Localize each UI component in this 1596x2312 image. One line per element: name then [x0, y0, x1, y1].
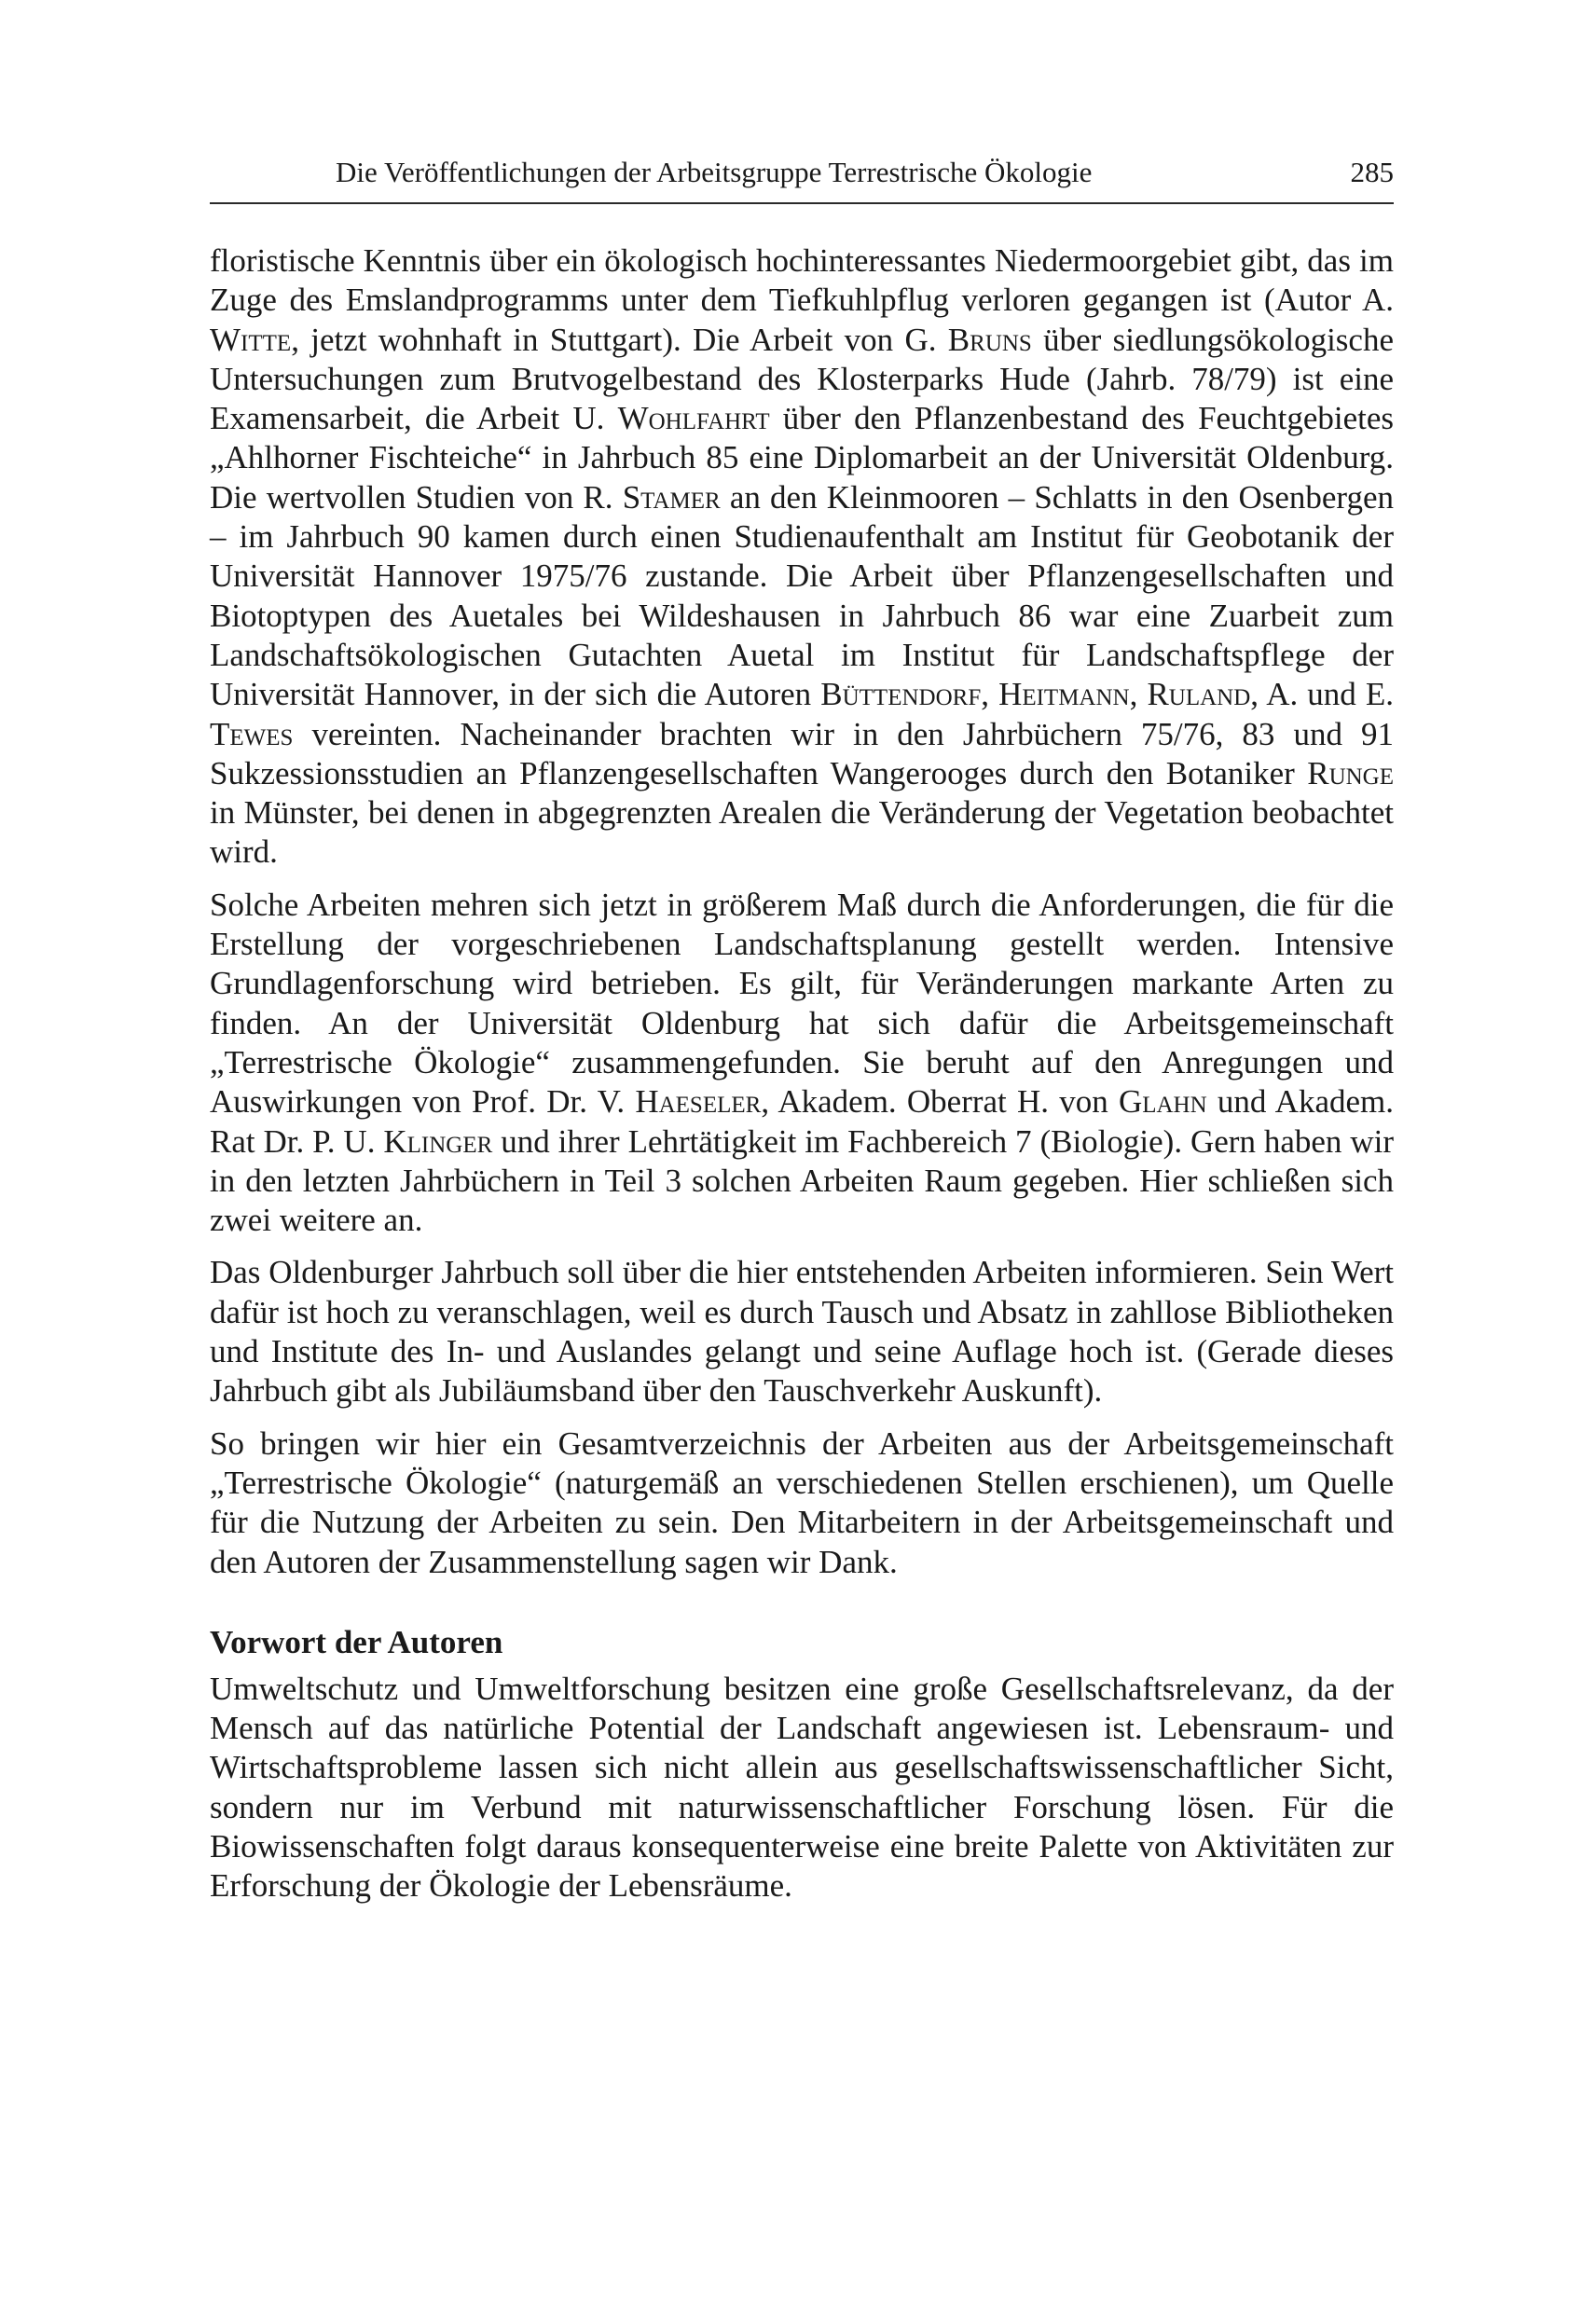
text-run: und ihrer Lehrtätigkeit im Fachbereich 7 (Biologie). Gern haben wir in den letzten Jahrbüchern in Teil 3 solchen Arbeiten Raum gegeben. Hier schließen sich zwei weitere an. — [210, 1122, 1394, 1239]
author-name: Stamer — [622, 478, 721, 516]
author-name: Büttendorf — [820, 676, 982, 713]
author-name: Wohlfahrt — [617, 400, 770, 437]
author-name: Haeseler — [635, 1083, 762, 1121]
text-run: , jetzt wohnhaft in Stuttgart). Die Arbeit von G. — [291, 321, 948, 358]
page-number: 285 — [1350, 156, 1394, 188]
paragraph-1 — [210, 241, 1394, 873]
author-name: Witte — [210, 321, 292, 358]
page — [210, 154, 1394, 1920]
paragraph-4: So bringen wir hier ein Gesamtverzeichnis der Arbeiten aus der Arbeitsgemeinschaft „Terrestrische Ökologie“ (naturgemäß an verschiedenen Stellen erschienen), um Quelle für die Nutzung der Arbeiten zu sein. Den Mitarbeitern in der Arbeitsgemeinschaft und den Autoren der Zusammenstellung sagen wir Dank. — [210, 1424, 1394, 1580]
author-name: Bruns — [947, 321, 1032, 358]
running-header — [210, 154, 1394, 204]
author-name: Glahn — [1118, 1083, 1207, 1121]
section-heading: Vorwort der Autoren — [210, 1623, 503, 1660]
text-run: , Akadem. Oberrat H. von — [761, 1083, 1119, 1121]
text-run: in Münster, bei denen in abgegrenzten Arealen die Veränderung der Vegetation beobachtet wird. — [210, 794, 1394, 871]
paragraph-3: Das Oldenburger Jahrbuch soll über die hier entstehenden Arbeiten informieren. Sein Wert dafür ist hoch zu veranschlagen, weil es durch Tausch und Absatz in zahllose Bibliotheken und Institute des In- und Auslandes gelangt und seine Auflage hoch ist. (Gerade dieses Jahrbuch gibt als Jubiläumsband über den Tauschverkehr Auskunft). — [210, 1254, 1394, 1410]
text-run: , — [981, 676, 999, 713]
text-run: und Akadem. Rat Dr. P. U. — [210, 1083, 1394, 1160]
text-run: über siedlungsökologische Untersuchungen zum Brutvogelbestand des Klosterparks Hude (Jahrb. 78/79) ist eine Examensarbeit, die Arbeit U. — [210, 321, 1394, 437]
author-name: Heitmann — [998, 676, 1130, 713]
paragraph-2 — [210, 886, 1394, 1241]
author-name: Ruland — [1147, 676, 1251, 713]
paragraph-5: Umweltschutz und Umweltforschung besitzen eine große Gesellschaftsrelevanz, da der Mensch auf das natürliche Potential der Landschaft angewiesen ist. Lebensraum- und Wirtschaftsprobleme lassen sich nicht allein aus gesellschaftswissenschaftlicher Sicht, sondern nur im Verbund mit naturwissenschaftlicher Forschung lösen. Für die Biowissenschaften folgt daraus konsequenterweise eine breite Palette von Aktivitäten zur Erforschung der Ökologie der Lebensräume. — [210, 1670, 1394, 1905]
text-run: floristische Kenntnis über ein ökologisch hochinteressantes Niedermoorgebiet gibt, das im Zuge des Emslandprogramms unter dem Tiefkuhlpflug verloren gegangen ist (Autor A. — [210, 242, 1394, 319]
text-run: Solche Arbeiten mehren sich jetzt in größerem Maß durch die Anforderungen, die für die Erstellung der vorgeschriebenen Landschaftsplanung gestellt werden. Intensive Grundlagenforschung wird betrieben. Es gilt, für Veränderungen markante Arten zu finden. An der Universität Oldenburg hat sich dafür die Arbeitsgemeinschaft „Terrestrische Ökologie“ zusammengefunden. Sie beruht auf den Anregungen und Auswirkungen von Prof. Dr. V. — [210, 886, 1394, 1121]
author-name: Klinger — [383, 1122, 493, 1160]
text-run: vereinten. Nacheinander brachten wir in den Jahrbüchern 75/76, 83 und 91 Sukzessionsstudien an Pflanzengesellschaften Wangerooges durch den Botaniker — [210, 715, 1394, 791]
text-run: an den Kleinmooren – Schlatts in den Osenbergen – im Jahrbuch 90 kamen durch einen Studienaufenthalt am Institut für Geobotanik der Universität Hannover 1975/76 zustande. Die Arbeit über Pflanzengesellschaften und Biotoptypen des Auetales bei Wildeshausen in Jahrbuch 86 war eine Zuarbeit zum Landschaftsökologischen Gutachten Auetal im Institut für Landschaftspflege der Universität Hannover, in der sich die Autoren — [210, 478, 1394, 713]
text-run: , A. und E. — [1250, 676, 1395, 713]
header-title: Die Veröffentlichungen der Arbeitsgruppe Terrestrische Ökologie — [336, 156, 1093, 188]
author-name: Runge — [1307, 754, 1394, 791]
text-run: über den Pflanzenbestand des Feuchtgebietes „Ahlhorner Fischteiche“ in Jahrbuch 85 eine Diplomarbeit an der Universität Oldenburg. Die wertvollen Studien von R. — [210, 400, 1394, 516]
text-run: , — [1129, 676, 1148, 713]
author-name: Tewes — [210, 715, 294, 752]
